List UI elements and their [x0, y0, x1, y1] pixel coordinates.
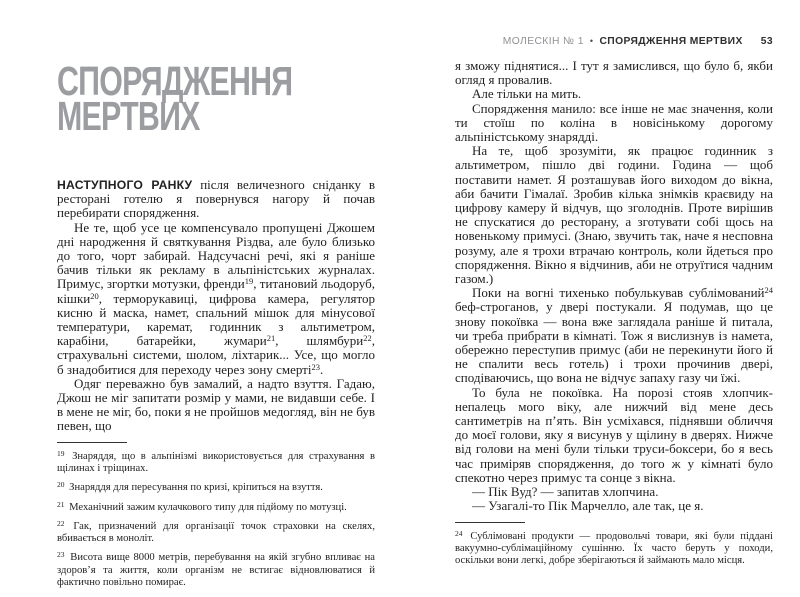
chapter-title-line1: СПОРЯДЖЕННЯ: [57, 58, 293, 104]
bullet-separator-icon: •: [589, 36, 594, 46]
footnote-reference: 21: [266, 333, 276, 344]
running-head-series: МОЛЕСКІН № 1: [502, 36, 584, 47]
left-page: [57, 0, 375, 596]
paragraph: НАСТУПНОГО РАНКУ після величезного сніданку в ресторані готелю я повернувся нагору й почав перебирати спорядження.: [57, 177, 375, 221]
paragraph: я зможу піднятися... І тут я замислився, що було б, якби огляд я провалив.: [455, 58, 773, 88]
right-page-body: [455, 59, 773, 514]
chapter-title: [57, 58, 375, 139]
footnote-number: 21: [57, 499, 65, 509]
footnote-reference: 19: [244, 276, 254, 287]
footnote: $^{21}$ Механічний зажим кулачкового типу для підйому по мотузці.: [57, 499, 347, 513]
footnote-reference: 22: [363, 333, 372, 344]
left-page-body: [57, 178, 375, 434]
footnote-reference: 23: [311, 361, 320, 372]
footnote-divider: [57, 442, 127, 443]
page-number: 53: [760, 36, 773, 47]
left-page-footnotes: [57, 448, 375, 590]
running-head: [455, 36, 773, 47]
paragraph: Поки на вогні тихенько побулькував сублімований$^{24}$ беф-строганов, у двері постукали. Я подумав, що це знову покоївка — вона вже заглядала раніше й питала, чи треба прибрати в кімнаті. Тож я вислизнув із намета, обережно переступив примус (аби не перекинути його й не спалити весь готель) і трохи прочинив двері, сподіваючись, що вона не відчує запаху газу чи їжі.: [455, 285, 773, 386]
paragraph: — Узагалі-то Пік Марчелло, але так, це я.: [472, 498, 704, 514]
footnote: $^{20}$ Знаряддя для пересування по кризі, кріпиться на взуття.: [57, 480, 323, 494]
footnote-number: 19: [57, 448, 65, 458]
footnote-reference: 20: [90, 290, 99, 301]
footnote: $^{19}$ Знаряддя, що в альпінізмі використовується для страхування в щілинах і тріщинах.: [57, 448, 375, 474]
paragraph: Одяг переважно був замалий, а надто взуття. Гадаю, Джош не міг запитати розмір у мами, не видавши себе. І в мене не міг, бо, поки я не пройшов медогляд, він не був певен, що: [57, 375, 375, 434]
footnote-number: 22: [57, 518, 65, 528]
lead-in-text: НАСТУПНОГО РАНКУ: [57, 178, 193, 192]
footnote-number: 20: [57, 480, 65, 490]
paragraph: Але тільки на мить.: [472, 86, 582, 102]
chapter-title-line2: МЕРТВИХ: [57, 93, 200, 139]
paragraph: Не те, щоб усе це компенсувало пропущені Джошем дні народження й святкування Різдва, але було близько до того, чорт забирай. Надсучасні речі, які я раніше бачив тільки як рекламу в альпіністських журналах. Примус, згортки мотузки, френди$^{19}$, титановий льодоруб, кішки$^{20}$, терморукавиці, цифрова камера, регулятор кисню й маска, намет, спальний мішок для мінусової температури, каремат, годинник з альтиметром, карабіни, батарейки, жумари$^{21}$, шлямбури$^{22}$, страхувальні системи, шолом, ліхтарик... Усе, що могло б знадобитися для переходу через зону смерті$^{23}$.: [57, 219, 376, 377]
paragraph: Спорядження манило: все інше не має значення, коли ти стоїш по коліна в новісінькому дорогому альпіністському знарядді.: [455, 100, 773, 145]
paragraph: На те, щоб зрозуміти, як працює годинник з альтиметром, пішло дві години. Година — щоб поставити намет. Я розташував його виходом до вікна, аби бачити Гімалаї. Зробив кілька знімків краєвиду на цифрову камеру й відчув, що зголоднів. Проте вирішив не спускатися до ресторану, а зготувати собі щось на новенькому примусі. (Знаю, звучить так, наче я несповна розуму, але я трохи втрачаю контроль, коли йдеться про спорядження. Вікно я відчинив, аби не отруїтися чадним газом.): [455, 143, 773, 287]
footnote-divider: [455, 522, 525, 523]
paragraph: То була не покоївка. На порозі стояв хлопчик-непалець мого віку, але нижчий від мене десь сантиметрів на п’ять. Він усміхався, піднявши обличчя до моєї голови, яку я висунув у щілину в дверях. Нижче від голови на мені були тільки труси-боксери, бо я весь час приміряв спорядження, до того ж у кімнаті було спекотно через примус та сонце з вікна.: [455, 384, 773, 485]
footnote-reference: 24: [764, 285, 773, 296]
right-page: [455, 0, 773, 574]
paragraph: — Пік Вуд? — запитав хлопчина.: [472, 484, 659, 500]
footnote-number: 24: [455, 528, 463, 538]
footnote: $^{23}$ Висота вище 8000 метрів, перебування на якій згубно впливає на здоров’я та життя, коли організм не встигає відновлюватися й фактично повільно помирає.: [57, 550, 375, 589]
footnote: $^{24}$ Сублімовані продукти — продовольчі товари, які були піддані вакуумно-сублімаційному сушінню. Їх часто беруть у походи, оскільки вони легкі, добре зберігаються й займають мало місця.: [455, 528, 773, 567]
footnote-number: 23: [57, 550, 65, 560]
running-head-chapter: СПОРЯДЖЕННЯ МЕРТВИХ: [599, 36, 743, 47]
right-page-footnotes: [455, 528, 773, 568]
footnote: $^{22}$ Гак, призначений для організації точок страховки на скелях, вбивається в моноліт.: [57, 518, 375, 545]
